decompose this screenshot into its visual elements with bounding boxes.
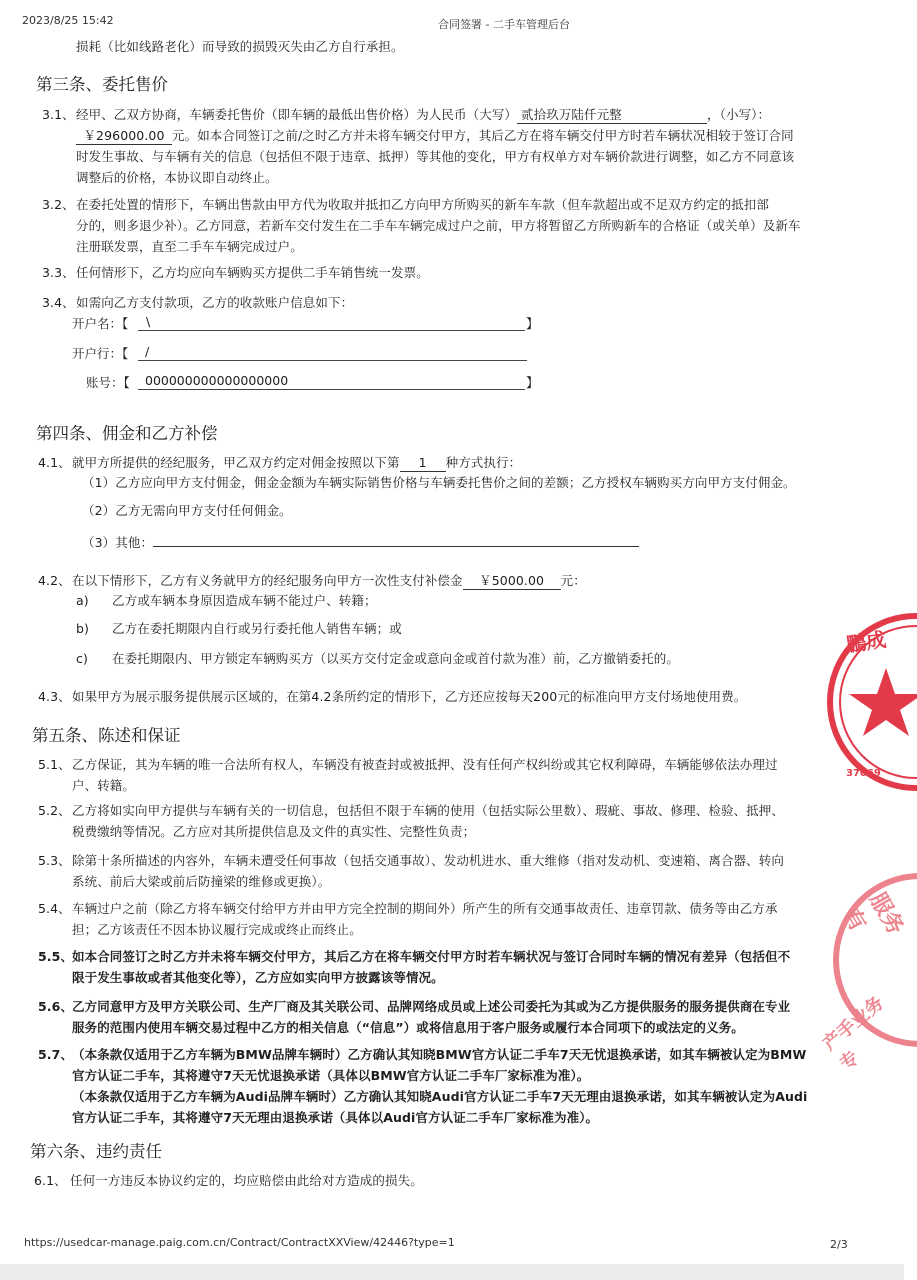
clause-number: 6.1、 <box>34 1173 67 1188</box>
clause-text: 户、转籍。 <box>72 778 136 793</box>
clause-4-3 <box>38 686 868 707</box>
account-number-value: 000000000000000000 <box>145 373 289 388</box>
compensation-amount: ￥5000.00 <box>463 573 561 590</box>
clause-5-2 <box>38 800 858 842</box>
option-label: （3）其他： <box>82 535 154 550</box>
section-3-heading: 第三条、委托售价 <box>36 75 168 94</box>
clause-3-2 <box>42 194 862 257</box>
clause-text: 如需向乙方支付款项，乙方的收款账户信息如下： <box>76 295 354 310</box>
clause-text: 官方认证二手车，其将遵守7天无理由退换承诺（具体以Audi官方认证二手车厂家标准为准）。 <box>72 1110 599 1125</box>
account-name-label: 开户名：【 <box>72 316 129 331</box>
clause-number: 5.5、 <box>38 949 74 964</box>
account-name-value: \ <box>146 314 151 329</box>
item-key: b) <box>76 621 90 636</box>
clause-5-7 <box>38 1044 858 1128</box>
account-bank-label: 开户行：【 <box>72 346 129 361</box>
other-blank <box>153 530 639 547</box>
account-name-row <box>72 314 128 332</box>
clause-text: 经甲、乙双方协商，车辆委托售价（即车辆的最低出售价格）为人民币（大写） <box>76 107 518 122</box>
clause-text: 乙方将如实向甲方提供与车辆有关的一切信息，包括但不限于车辆的使用（包括实际公里数）、瑕疵、事故、修理、检验、抵押、 <box>72 803 784 818</box>
account-number-row <box>86 373 130 391</box>
account-bank-underline <box>138 344 527 361</box>
clause-3-3 <box>42 262 862 283</box>
seal-lower-text-2: 产手业务专 <box>819 992 888 1075</box>
item-key: c) <box>76 651 88 666</box>
clause-5-4 <box>38 898 858 940</box>
clause-text: ，（小写）： <box>707 107 771 122</box>
clause-text: 除第十条所描述的内容外，车辆未遭受任何事故（包括交通事故）、发动机进水、重大维修（指对发动机、变速箱、离合器、转向 <box>72 853 784 868</box>
section-5-heading: 第五条、陈述和保证 <box>32 726 181 745</box>
clause-number: 4.3、 <box>38 689 71 704</box>
print-page-number: 2/3 <box>830 1238 848 1251</box>
section-6-heading: 第六条、违约责任 <box>30 1142 162 1161</box>
clause-text: （本条款仅适用于乙方车辆为Audi品牌车辆时）乙方确认其知晓Audi官方认证二手车7天无理由退换承诺，如其车辆被认定为Audi <box>72 1089 808 1104</box>
compensation-item-a <box>76 590 377 611</box>
clause-5-6 <box>38 996 858 1038</box>
item-key: a) <box>76 593 89 608</box>
clause-text: 任何情形下，乙方均应向车辆购买方提供二手车销售统一发票。 <box>76 265 429 280</box>
print-datetime: 2023/8/25 15:42 <box>22 14 114 27</box>
print-url: https://usedcar-manage.paig.com.cn/Contract/ContractXXView/42446?type=1 <box>24 1236 455 1249</box>
clause-text: 就甲方所提供的经纪服务，甲乙双方约定对佣金按照以下第 <box>72 455 400 470</box>
clause-number: 3.1、 <box>42 107 75 122</box>
account-name-underline <box>138 314 525 331</box>
page-bottom-edge <box>0 1264 904 1280</box>
star-icon <box>849 668 917 736</box>
account-bank-row <box>72 344 128 362</box>
compensation-item-c <box>76 648 680 669</box>
clause-number: 5.2、 <box>38 803 71 818</box>
commission-option-3 <box>82 530 639 553</box>
clause-text: 限于发生事故或者其他变化等），乙方应如实向甲方披露该等情况。 <box>72 970 444 985</box>
clause-number: 5.3、 <box>38 853 71 868</box>
clause-text: 元。如本合同签订之前/之时乙方并未将车辆交付甲方，其后乙方在将车辆交付甲方时若车辆状况相较于签订合同 <box>172 128 794 143</box>
clause-text: 乙方保证，其为车辆的唯一合法所有权人，车辆没有被查封或被抵押、没有任何产权纠纷或其它权利障碍，车辆能够依法办理过 <box>72 757 778 772</box>
seal-upper-text: 鵬成 <box>844 627 888 657</box>
clause-text: 官方认证二手车，其将遵守7天无忧退换承诺（具体以BMW官方认证二手车厂家标准为准）。 <box>72 1068 590 1083</box>
clause-number: 5.7、 <box>38 1047 74 1062</box>
clause-number: 4.1、 <box>38 455 71 470</box>
clause-text: 乙方同意甲方及甲方关联公司、生产厂商及其关联公司、品牌网络成员或上述公司委托为其或为乙方提供服务的服务提供商在专业 <box>72 999 791 1014</box>
clause-text: 种方式执行： <box>445 455 522 470</box>
price-amount-chinese: 贰拾玖万陆仟元整 <box>517 107 707 124</box>
section-4-heading: 第四条、佣金和乙方补偿 <box>36 424 218 443</box>
account-number-label: 账号：【 <box>86 375 130 390</box>
clause-text: 担；乙方该责任不因本协议履行完成或终止而终止。 <box>72 922 362 937</box>
clause-5-3 <box>38 850 858 892</box>
clause-text: 车辆过户之前（除乙方将车辆交付给甲方并由甲方完全控制的期间外）所产生的所有交通事故责任、违章罚款、债务等由乙方承 <box>72 901 778 916</box>
clause-5-5 <box>38 946 858 988</box>
clause-text: 时发生事故、与车辆有关的信息（包括但不限于违章、抵押）等其他的变化，甲方有权单方对车辆价款进行调整，如乙方不同意该 <box>76 149 795 164</box>
clause-3-1 <box>42 104 862 188</box>
clause-number: 5.6、 <box>38 999 74 1014</box>
company-seal-upper <box>820 598 904 798</box>
clause-number: 3.3、 <box>42 265 75 280</box>
clause-number: 3.2、 <box>42 197 75 212</box>
seal-lower-text: 服务有 <box>837 888 909 940</box>
clause-text: 在以下情形下，乙方有义务就甲方的经纪服务向甲方一次性支付补偿金 <box>72 573 463 588</box>
price-amount: ￥296000.00 <box>76 128 172 145</box>
clause-4-1 <box>38 452 868 473</box>
clause-text: 元： <box>560 573 586 588</box>
account-number-underline <box>138 373 525 390</box>
continuation-text: 损耗（比如线路老化）而导致的损毁灭失由乙方自行承担。 <box>76 39 404 54</box>
clause-text: 系统、前后大梁或前后防撞梁的维修或更换）。 <box>72 874 331 889</box>
clause-text: 如果甲方为展示服务提供展示区域的，在第4.2条所约定的情形下，乙方还应按每天200元的标准向甲方支付场地使用费。 <box>72 689 747 704</box>
clause-text: （本条款仅适用于乙方车辆为BMW品牌车辆时）乙方确认其知晓BMW官方认证二手车7天无忧退换承诺，如其车辆被认定为BMW <box>72 1047 807 1062</box>
clause-text: 分的，则多退少补）。乙方同意，若新车交付发生在二手车车辆完成过户之前，甲方将暂留乙方所购新车的合格证（或关单）及新车 <box>76 218 801 233</box>
clause-text: 调整后的价格，本协议即自动终止。 <box>76 170 278 185</box>
clause-number: 3.4、 <box>42 295 75 310</box>
clause-text: 任何一方违反本协议约定的，均应赔偿由此给对方造成的损失。 <box>70 1173 423 1188</box>
clause-5-1 <box>38 754 858 796</box>
print-page-title: 合同签署 - 二手车管理后台 <box>438 18 570 31</box>
clause-4-2 <box>38 570 868 591</box>
item-text: 乙方或车辆本身原因造成车辆不能过户、转籍； <box>112 593 377 608</box>
item-text: 乙方在委托期限内自行或另行委托他人销售车辆；或 <box>112 621 402 636</box>
clause-text: 税费缴纳等情况。乙方应对其所提供信息及文件的真实性、完整性负责； <box>72 824 476 839</box>
clause-text: 服务的范围内使用车辆交易过程中乙方的相关信息（“信息”）或将信息用于客户服务或履行本合同项下的或法定的义务。 <box>72 1020 744 1035</box>
seal-upper-code: 37069 <box>846 768 881 779</box>
account-name-close: 】 <box>526 316 539 331</box>
clause-text: 如本合同签订之时乙方并未将车辆交付甲方，其后乙方在将车辆交付甲方时若车辆状况与签订合同时车辆的情况有差异（包括但不 <box>72 949 791 964</box>
account-bank-value: / <box>145 344 150 359</box>
commission-option: 1 <box>400 455 446 472</box>
item-text: 在委托期限内、甲方锁定车辆购买方（以买方交付定金或意向金或首付款为准）前，乙方撤销委托的。 <box>112 651 680 666</box>
company-seal-lower <box>819 864 909 1075</box>
clause-number: 5.1、 <box>38 757 71 772</box>
clause-text: 在委托处置的情形下，车辆出售款由甲方代为收取并抵扣乙方向甲方所购买的新车车款（但车款超出或不足双方约定的抵扣部 <box>76 197 770 212</box>
account-number-close: 】 <box>526 375 539 390</box>
clause-number: 5.4、 <box>38 901 71 916</box>
clause-3-4 <box>42 292 862 313</box>
clause-text: 注册联发票，直至二手车车辆完成过户。 <box>76 239 303 254</box>
commission-option-2: （2）乙方无需向甲方支付任何佣金。 <box>82 503 292 518</box>
clause-6-1 <box>34 1170 854 1191</box>
clause-number: 4.2、 <box>38 573 71 588</box>
commission-option-1: （1）乙方应向甲方支付佣金，佣金金额为车辆实际销售价格与车辆委托售价之间的差额；乙方授权车辆购买方向甲方支付佣金。 <box>82 475 796 490</box>
compensation-item-b <box>76 618 402 639</box>
